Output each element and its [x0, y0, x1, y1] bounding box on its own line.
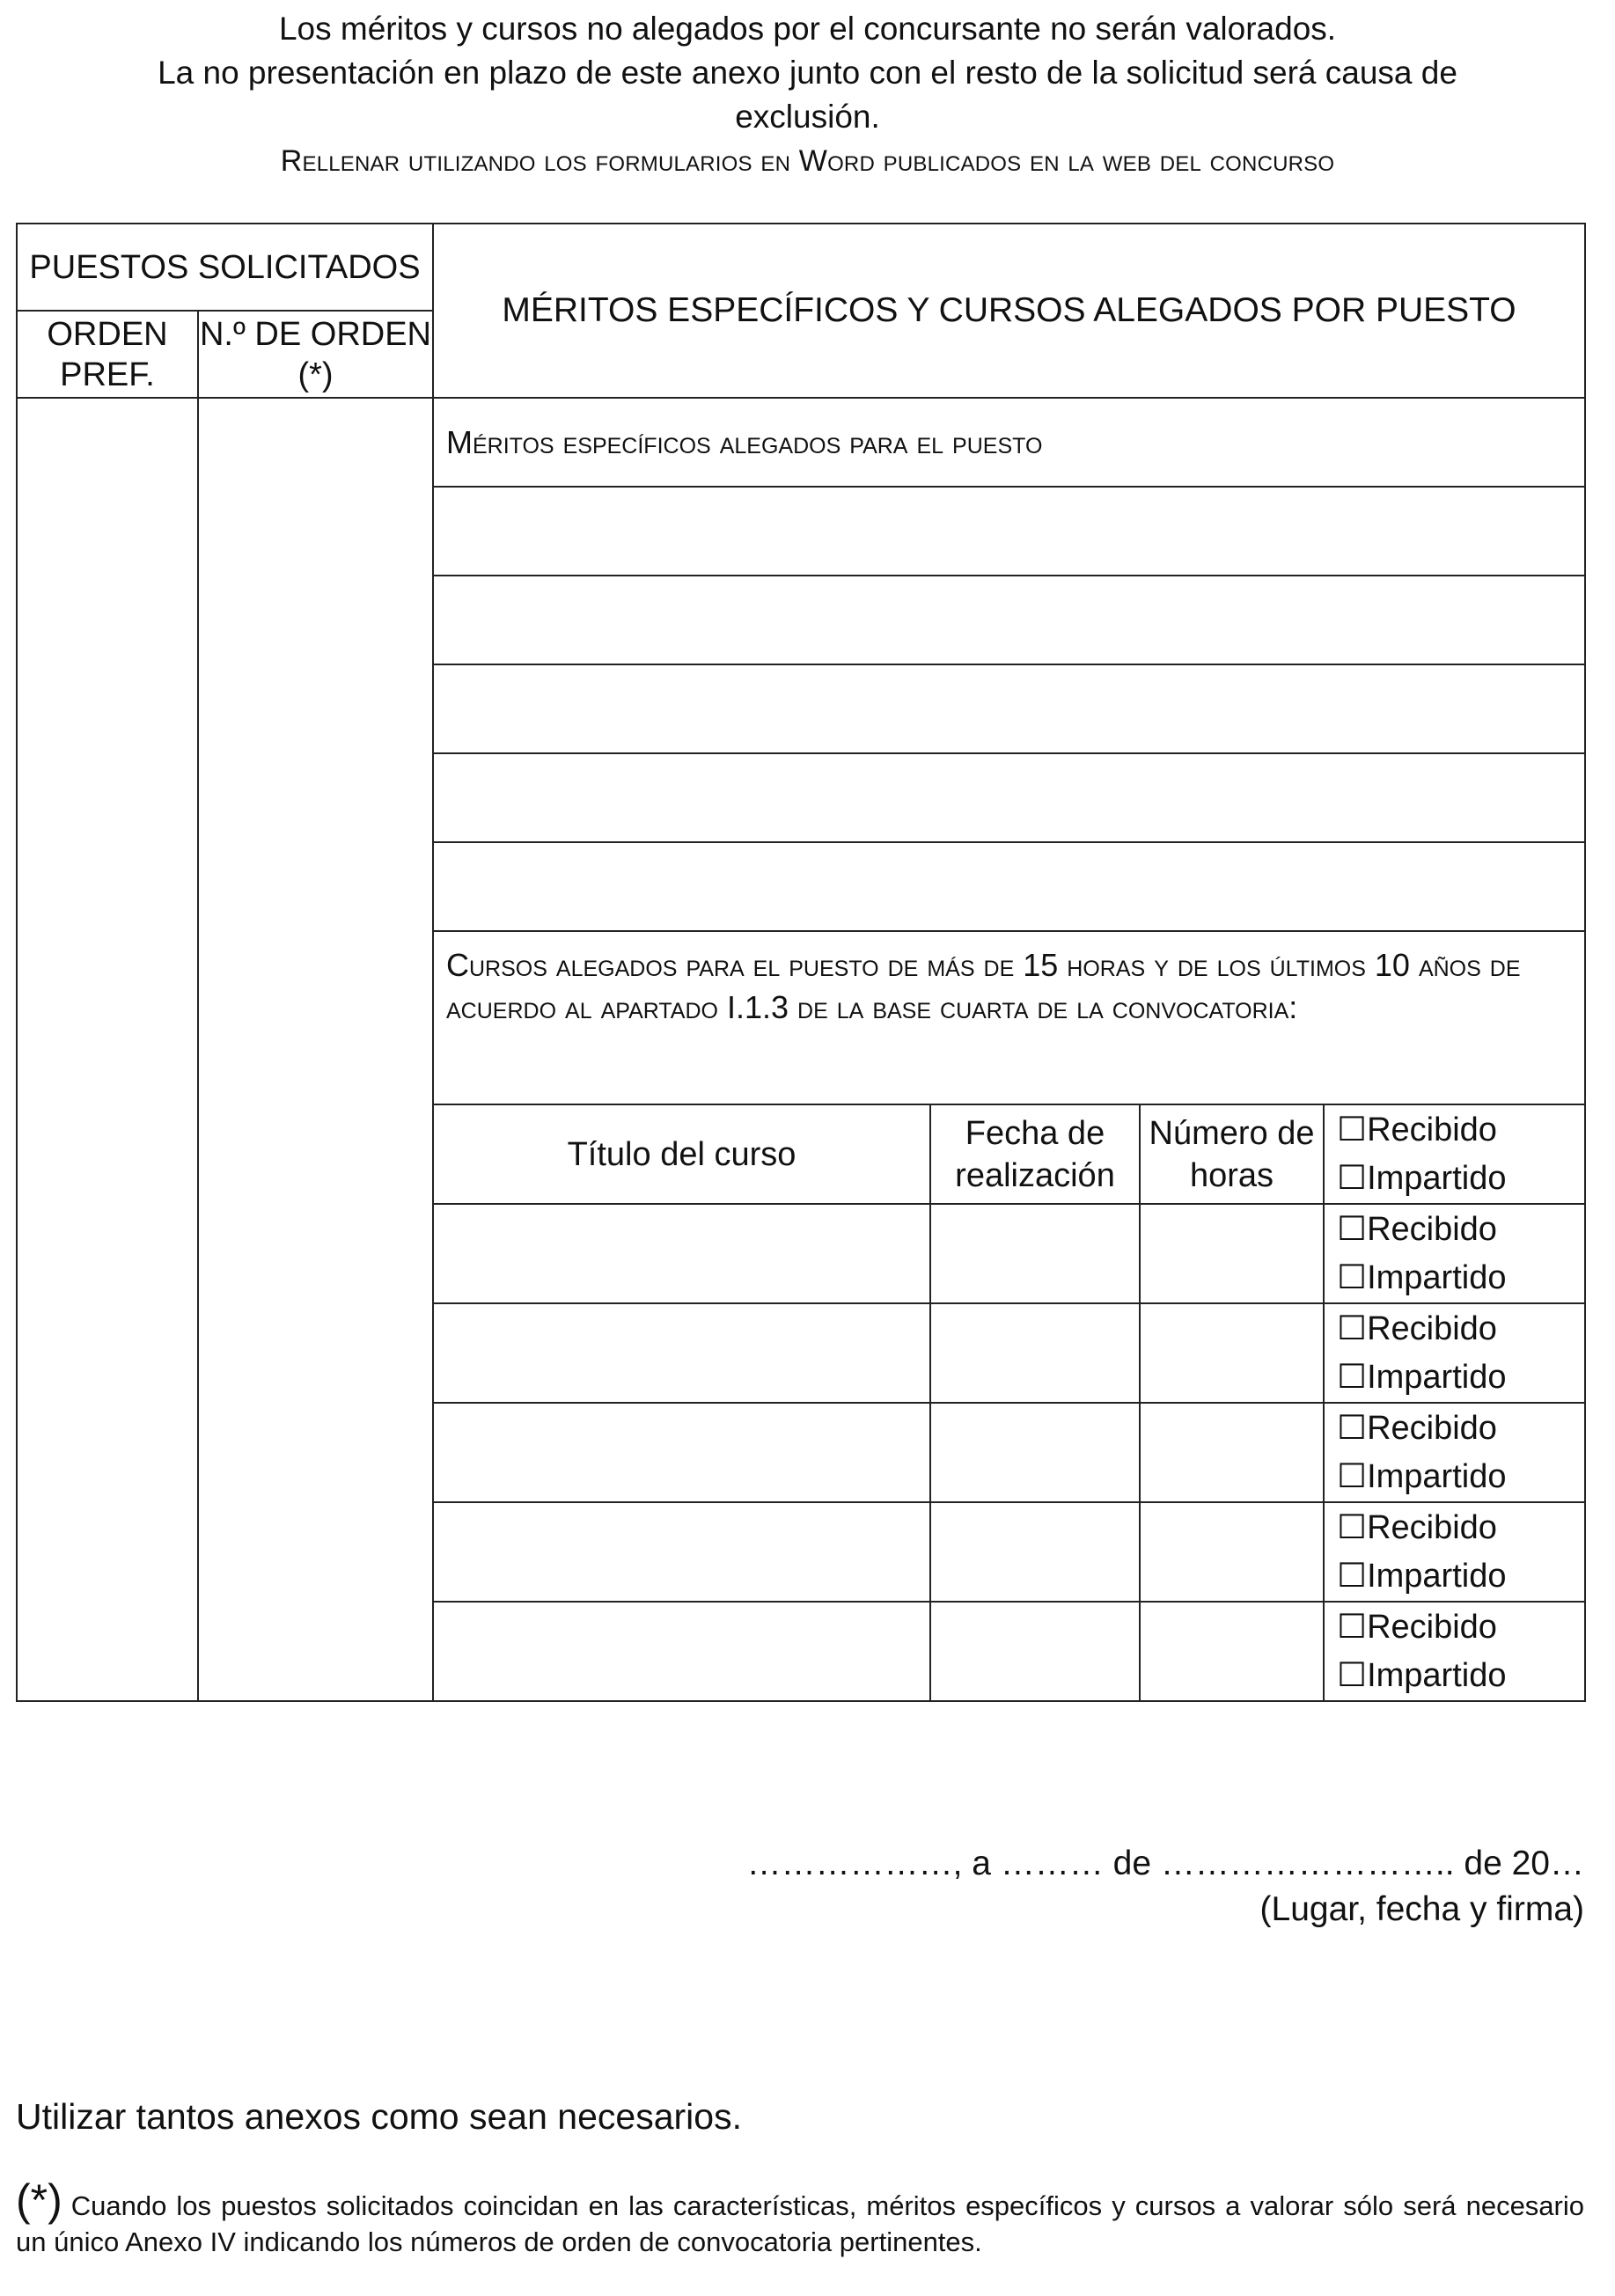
curso-horas-field[interactable] — [1140, 1204, 1324, 1303]
orden-pref-field[interactable] — [17, 398, 198, 1701]
curso-titulo-field[interactable] — [433, 1403, 930, 1502]
impartido-checkbox[interactable]: ☐Impartido — [1337, 1557, 1507, 1595]
curso-horas-field[interactable] — [1140, 1602, 1324, 1701]
notice-line-2: La no presentación en plazo de este anexo junto con el resto de la solicitud será causa de — [158, 55, 1457, 91]
num-orden-header: N.º DE ORDEN (*) — [198, 311, 433, 398]
merito-field-2[interactable] — [433, 576, 1585, 664]
merito-field-4[interactable] — [433, 753, 1585, 842]
col-numero-horas: Número de horas — [1140, 1104, 1324, 1204]
merito-field-3[interactable] — [433, 664, 1585, 753]
notice-line-3: exclusión. — [735, 99, 880, 135]
recibido-checkbox[interactable]: ☐Recibido — [1337, 1409, 1497, 1447]
impartido-checkbox[interactable]: ☐Impartido — [1337, 1159, 1507, 1197]
curso-titulo-field[interactable] — [433, 1303, 930, 1403]
checkbox-group — [1324, 1403, 1585, 1502]
curso-horas-field[interactable] — [1140, 1303, 1324, 1403]
meritos-table — [16, 223, 1586, 1702]
col-titulo-curso: Título del curso — [433, 1104, 930, 1204]
orden-pref-header: ORDEN PREF. — [17, 311, 198, 398]
curso-titulo-field[interactable] — [433, 1502, 930, 1602]
checkbox-group — [1324, 1502, 1585, 1602]
num-orden-field[interactable] — [198, 398, 433, 1701]
col-fecha-realizacion: Fecha de realización — [930, 1104, 1140, 1204]
cursos-label: Cursos alegados para el puesto de más de 15 horas y de los últimos 10 años de acuerdo al apartado I.1.3 de la base cuarta de la convocatoria: — [433, 931, 1585, 1104]
note-anexos: Utilizar tantos anexos como sean necesarios. — [16, 2096, 742, 2137]
curso-horas-field[interactable] — [1140, 1403, 1324, 1502]
signature-date-line[interactable]: ………………, a ……… de …………………….. de 20… — [746, 1845, 1584, 1882]
meritos-title-cell: MÉRITOS ESPECÍFICOS Y CURSOS ALEGADOS POR PUESTO — [433, 224, 1585, 398]
merito-field-1[interactable] — [433, 487, 1585, 576]
curso-fecha-field[interactable] — [930, 1204, 1140, 1303]
recibido-checkbox[interactable]: ☐Recibido — [1337, 1111, 1497, 1148]
merito-field-5[interactable] — [433, 842, 1585, 931]
instructions-line: Rellenar utilizando los formularios en Word publicados en la web del concurso — [280, 144, 1335, 178]
impartido-checkbox[interactable]: ☐Impartido — [1337, 1258, 1507, 1296]
checkbox-group — [1324, 1602, 1585, 1701]
puestos-solicitados-header: PUESTOS SOLICITADOS — [17, 224, 433, 311]
checkbox-group — [1324, 1204, 1585, 1303]
meritos-especificos-label: Méritos específicos alegados para el puesto — [433, 398, 1585, 487]
footnote — [16, 2175, 1584, 2260]
checkbox-group — [1324, 1104, 1585, 1204]
notice-line-1: Los méritos y cursos no alegados por el concursante no serán valorados. — [278, 11, 1337, 47]
curso-horas-field[interactable] — [1140, 1502, 1324, 1602]
curso-fecha-field[interactable] — [930, 1602, 1140, 1701]
curso-fecha-field[interactable] — [930, 1303, 1140, 1403]
signature-caption: (Lugar, fecha y firma) — [1259, 1890, 1584, 1928]
footnote-text: Cuando los puestos solicitados coincidan en las características, méritos específicos y cursos a valorar sólo será necesario un único Anexo IV indicando los números de orden de convocatoria pertinentes. — [16, 2190, 1584, 2257]
impartido-checkbox[interactable]: ☐Impartido — [1337, 1358, 1507, 1396]
signature-block — [747, 1841, 1584, 1933]
checkbox-group — [1324, 1303, 1585, 1403]
recibido-checkbox[interactable]: ☐Recibido — [1337, 1309, 1497, 1347]
document-header — [0, 7, 1615, 181]
recibido-checkbox[interactable]: ☐Recibido — [1337, 1508, 1497, 1546]
curso-titulo-field[interactable] — [433, 1602, 930, 1701]
curso-titulo-field[interactable] — [433, 1204, 930, 1303]
curso-fecha-field[interactable] — [930, 1502, 1140, 1602]
footnote-marker: (*) — [16, 2175, 62, 2225]
impartido-checkbox[interactable]: ☐Impartido — [1337, 1656, 1507, 1694]
impartido-checkbox[interactable]: ☐Impartido — [1337, 1457, 1507, 1495]
recibido-checkbox[interactable]: ☐Recibido — [1337, 1608, 1497, 1646]
recibido-checkbox[interactable]: ☐Recibido — [1337, 1210, 1497, 1248]
curso-fecha-field[interactable] — [930, 1403, 1140, 1502]
